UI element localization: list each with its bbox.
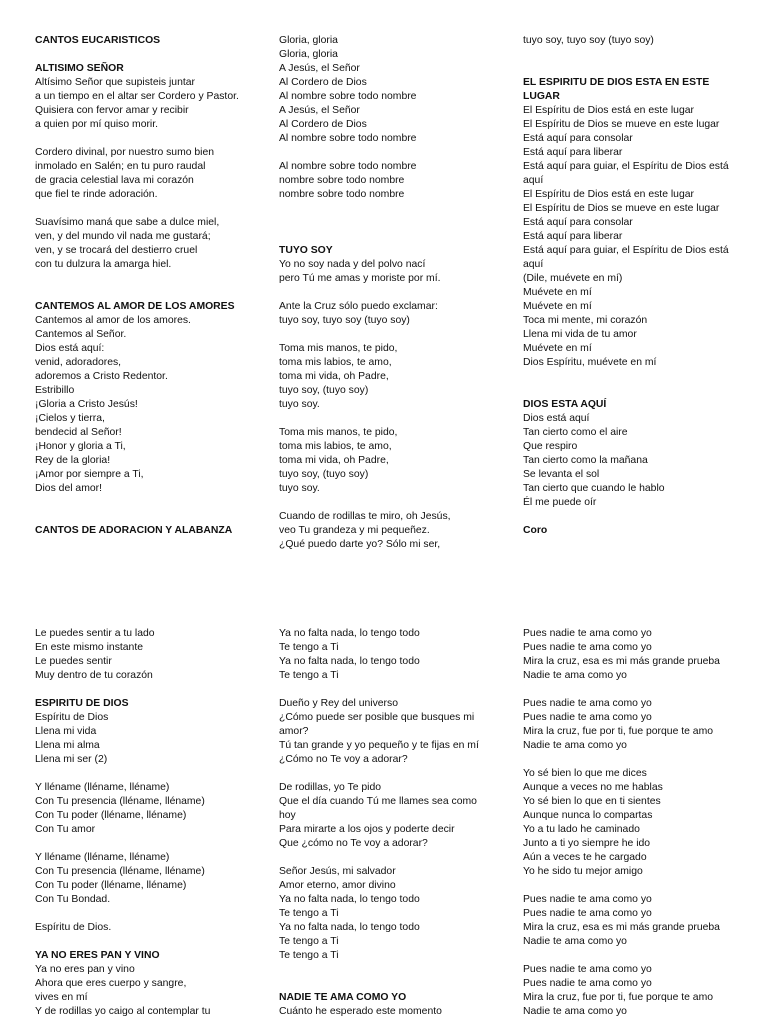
lyric-line: Llena mi vida xyxy=(35,726,97,737)
lyric-line: ven, y se trocará del destierro cruel xyxy=(35,245,198,256)
lyric-line: tuyo soy, (tuyo soy) xyxy=(279,469,369,480)
lyric-line: Pues nadie te ama como yo xyxy=(523,642,652,653)
lyric-line: ven, y del mundo vil nada me gustará; xyxy=(35,231,211,242)
blank-line xyxy=(279,767,494,781)
lyric-line: Está aquí para guiar, el Espíritu de Dios está aquí xyxy=(523,161,729,186)
blank-line xyxy=(279,286,494,300)
lyric-line: El Espíritu de Dios está en este lugar xyxy=(523,105,694,116)
lyric-line: Le puedes sentir a tu lado xyxy=(35,628,155,639)
lyric-line: Yo no soy nada y del polvo nací xyxy=(279,259,426,270)
lyric-line: Aunque nunca lo compartas xyxy=(523,810,653,821)
song-title: Coro xyxy=(523,525,548,536)
lyric-line: Aún a veces te he cargado xyxy=(523,852,647,863)
blank-line xyxy=(35,496,250,510)
lyric-line: Yo he sido tu mejor amigo xyxy=(523,866,643,877)
page-top-column-2 xyxy=(279,34,494,552)
lyric-line: Dios Espíritu, muévete en mí xyxy=(523,357,657,368)
lyric-line: pero Tú me amas y moriste por mí. xyxy=(279,273,441,284)
lyric-line: Pues nadie te ama como yo xyxy=(523,894,652,905)
lyric-line: A Jesús, el Señor xyxy=(279,63,360,74)
lyric-line: Toca mi mente, mi corazón xyxy=(523,315,648,326)
lyric-line: nombre sobre todo nombre xyxy=(279,175,405,186)
lyric-line: Cordero divinal, por nuestro sumo bien xyxy=(35,147,215,158)
lyric-line: Ya no falta nada, lo tengo todo xyxy=(279,922,420,933)
lyric-line: toma mi vida, oh Padre, xyxy=(279,371,389,382)
blank-line xyxy=(279,851,494,865)
lyric-line: Que ¿cómo no Te voy a adorar? xyxy=(279,838,428,849)
lyric-line: Tan cierto que cuando le hablo xyxy=(523,483,665,494)
lyric-line: Señor Jesús, mi salvador xyxy=(279,866,396,877)
lyric-line: El Espíritu de Dios se mueve en este lugar xyxy=(523,203,720,214)
blank-line xyxy=(523,48,743,62)
lyric-line: Al nombre sobre todo nombre xyxy=(279,133,417,144)
lyric-line: Al nombre sobre todo nombre xyxy=(279,91,417,102)
lyric-line: Ya no falta nada, lo tengo todo xyxy=(279,628,420,639)
blank-line xyxy=(279,977,494,991)
lyric-line: De rodillas, yo Te pido xyxy=(279,782,382,793)
blank-line xyxy=(279,683,494,697)
lyric-line: toma mis labios, te amo, xyxy=(279,357,392,368)
lyric-line: Cuando de rodillas te miro, oh Jesús, xyxy=(279,511,451,522)
song-title: EL ESPIRITU DE DIOS ESTA EN ESTE LUGAR xyxy=(523,77,710,102)
blank-line xyxy=(523,949,743,963)
blank-line xyxy=(35,907,250,921)
lyric-line: Muévete en mí xyxy=(523,301,592,312)
lyric-line: Y lléname (lléname, lléname) xyxy=(35,852,170,863)
lyric-line: Nadie te ama como yo xyxy=(523,1006,627,1017)
lyric-line: Quisiera con fervor amar y recibir xyxy=(35,105,189,116)
lyric-line: ¡Cielos y tierra, xyxy=(35,413,105,424)
blank-line xyxy=(523,384,743,398)
lyric-line: Al nombre sobre todo nombre xyxy=(279,161,417,172)
lyric-line: ¿Qué puedo darte yo? Sólo mi ser, xyxy=(279,539,441,550)
lyric-line: toma mis labios, te amo, xyxy=(279,441,392,452)
lyric-line: Altísimo Señor que supisteis juntar xyxy=(35,77,195,88)
lyric-line: Ante la Cruz sólo puedo exclamar: xyxy=(279,301,438,312)
lyric-line: Dios está aquí: xyxy=(35,343,105,354)
lyric-line: Te tengo a Ti xyxy=(279,950,339,961)
lyric-line: El Espíritu de Dios está en este lugar xyxy=(523,189,694,200)
song-title: ESPIRITU DE DIOS xyxy=(35,698,129,709)
lyric-line: Para mirarte a los ojos y poderte decir xyxy=(279,824,455,835)
lyric-line: Mira la cruz, esa es mi más grande prueba xyxy=(523,922,720,933)
lyric-line: toma mi vida, oh Padre, xyxy=(279,455,389,466)
lyric-line: Mira la cruz, fue por ti, fue porque te amo xyxy=(523,726,714,737)
lyric-line: Está aquí para consolar xyxy=(523,133,633,144)
lyric-line: adoremos a Cristo Redentor. xyxy=(35,371,168,382)
lyric-line: Gloria, gloria xyxy=(279,49,338,60)
blank-line xyxy=(35,132,250,146)
lyric-line: Tan cierto como el aire xyxy=(523,427,628,438)
lyric-line: a quien por mí quiso morir. xyxy=(35,119,159,130)
blank-line xyxy=(35,837,250,851)
lyric-line: Espíritu de Dios xyxy=(35,712,109,723)
lyric-line: inmolado en Salén; en tu puro raudal xyxy=(35,161,206,172)
song-title: ALTISIMO SEÑOR xyxy=(35,63,124,74)
blank-line xyxy=(279,202,494,216)
lyric-line: Mira la cruz, fue por ti, fue porque te amo xyxy=(523,992,714,1003)
lyric-line: ¡Honor y gloria a Ti, xyxy=(35,441,126,452)
lyric-line: Con Tu Bondad. xyxy=(35,894,111,905)
page-bottom-column-3 xyxy=(523,627,743,1019)
lyric-line: Llena mi alma xyxy=(35,740,100,751)
lyric-line: Muy dentro de tu corazón xyxy=(35,670,153,681)
lyric-line: Te tengo a Ti xyxy=(279,908,339,919)
blank-line xyxy=(279,963,494,977)
lyric-line: Rey de la gloria! xyxy=(35,455,111,466)
lyric-line: Espíritu de Dios. xyxy=(35,922,112,933)
song-title: CANTEMOS AL AMOR DE LOS AMORES xyxy=(35,301,235,312)
lyric-line: vives en mí xyxy=(35,992,88,1003)
lyric-line: Y lléname (lléname, lléname) xyxy=(35,782,170,793)
lyric-line: tuyo soy. xyxy=(279,483,320,494)
blank-line xyxy=(35,48,250,62)
lyric-line: Mira la cruz, esa es mi más grande prueba xyxy=(523,656,720,667)
blank-line xyxy=(35,935,250,949)
lyric-line: Está aquí para consolar xyxy=(523,217,633,228)
lyric-line: ¿Cómo puede ser posible que busques mi amor? xyxy=(279,712,475,737)
blank-line xyxy=(35,202,250,216)
lyric-line: Ahora que eres cuerpo y sangre, xyxy=(35,978,187,989)
lyric-line: Nadie te ama como yo xyxy=(523,936,627,947)
lyric-line: Se levanta el sol xyxy=(523,469,600,480)
lyric-line: Con Tu poder (lléname, lléname) xyxy=(35,880,187,891)
blank-line xyxy=(279,146,494,160)
lyric-line: nombre sobre todo nombre xyxy=(279,189,405,200)
lyric-line: venid, adoradores, xyxy=(35,357,122,368)
lyric-line: ¿Cómo no Te voy a adorar? xyxy=(279,754,408,765)
lyric-line: Pues nadie te ama como yo xyxy=(523,908,652,919)
lyric-line: En este mismo instante xyxy=(35,642,143,653)
blank-line xyxy=(35,272,250,286)
lyric-line: Él me puede oír xyxy=(523,497,597,508)
lyric-line: Tú tan grande y yo pequeño y te fijas en mí xyxy=(279,740,479,751)
blank-line xyxy=(35,510,250,524)
lyric-line: Tan cierto como la mañana xyxy=(523,455,648,466)
lyric-line: Dios está aquí xyxy=(523,413,590,424)
blank-line xyxy=(523,370,743,384)
lyric-line: Está aquí para guiar, el Espíritu de Dios está aquí xyxy=(523,245,729,270)
blank-line xyxy=(35,767,250,781)
lyric-line: Con Tu poder (lléname, lléname) xyxy=(35,810,187,821)
lyric-line: Yo a tu lado he caminado xyxy=(523,824,640,835)
lyric-line: Ya no falta nada, lo tengo todo xyxy=(279,894,420,905)
lyric-line: Muévete en mí xyxy=(523,343,592,354)
blank-line xyxy=(523,683,743,697)
lyric-line: Pues nadie te ama como yo xyxy=(523,978,652,989)
song-title: DIOS ESTA AQUÍ xyxy=(523,399,607,410)
blank-line xyxy=(279,328,494,342)
lyric-line: Nadie te ama como yo xyxy=(523,670,627,681)
lyric-line: Pues nadie te ama como yo xyxy=(523,712,652,723)
lyric-line: Junto a ti yo siempre he ido xyxy=(523,838,651,849)
lyric-line: Cantemos al Señor. xyxy=(35,329,127,340)
page-bottom-column-2 xyxy=(279,627,494,1019)
lyric-line: Con Tu amor xyxy=(35,824,96,835)
lyric-line: Pues nadie te ama como yo xyxy=(523,698,652,709)
blank-line xyxy=(35,683,250,697)
blank-line xyxy=(35,286,250,300)
lyric-line: Llena mi vida de tu amor xyxy=(523,329,637,340)
lyric-line: Al Cordero de Dios xyxy=(279,77,367,88)
page-bottom-column-1 xyxy=(35,627,250,1019)
lyric-line: Yo sé bien lo que en ti sientes xyxy=(523,796,661,807)
lyric-line: Pues nadie te ama como yo xyxy=(523,964,652,975)
page-top-column-1 xyxy=(35,34,250,538)
blank-line xyxy=(279,496,494,510)
song-title: NADIE TE AMA COMO YO xyxy=(279,992,407,1003)
lyric-line: Al Cordero de Dios xyxy=(279,119,367,130)
lyric-line: (Dile, muévete en mí) xyxy=(523,273,623,284)
lyric-line: Nadie te ama como yo xyxy=(523,740,627,751)
lyric-line: Toma mis manos, te pido, xyxy=(279,427,398,438)
lyric-line: Llena mi ser (2) xyxy=(35,754,108,765)
lyric-line: Pues nadie te ama como yo xyxy=(523,628,652,639)
lyric-line: Dios del amor! xyxy=(35,483,102,494)
lyric-line: Te tengo a Ti xyxy=(279,936,339,947)
song-title: YA NO ERES PAN Y VINO xyxy=(35,950,160,961)
page-top-column-3 xyxy=(523,34,743,538)
blank-line xyxy=(523,510,743,524)
lyric-line: Cantemos al amor de los amores. xyxy=(35,315,191,326)
lyric-line: veo Tu grandeza y mi pequeñez. xyxy=(279,525,430,536)
lyric-line: tuyo soy. xyxy=(279,399,320,410)
lyric-line: Dueño y Rey del universo xyxy=(279,698,398,709)
lyric-line: Que respiro xyxy=(523,441,578,452)
lyric-line: Ya no eres pan y vino xyxy=(35,964,135,975)
lyric-line: Toma mis manos, te pido, xyxy=(279,343,398,354)
lyric-line: de gracia celestial lava mi corazón xyxy=(35,175,194,186)
lyric-line: El Espíritu de Dios se mueve en este lugar xyxy=(523,119,720,130)
lyric-line: que fiel te rinde adoración. xyxy=(35,189,158,200)
lyric-line: Y de rodillas yo caigo al contemplar tu xyxy=(35,1006,211,1017)
lyric-line: Está aquí para liberar xyxy=(523,231,623,242)
blank-line xyxy=(279,216,494,230)
song-title: CANTOS EUCARISTICOS xyxy=(35,35,161,46)
lyric-line: Muévete en mí xyxy=(523,287,592,298)
lyric-line: Gloria, gloria xyxy=(279,35,338,46)
lyric-line: Yo sé bien lo que me dices xyxy=(523,768,647,779)
lyric-line: a un tiempo en el altar ser Cordero y Pastor. xyxy=(35,91,239,102)
lyric-line: tuyo soy, tuyo soy (tuyo soy) xyxy=(279,315,410,326)
lyric-line: tuyo soy, tuyo soy (tuyo soy) xyxy=(523,35,654,46)
lyric-line: bendecid al Señor! xyxy=(35,427,122,438)
lyric-line: Cuánto he esperado este momento xyxy=(279,1006,442,1017)
blank-line xyxy=(279,412,494,426)
lyric-line: Está aquí para liberar xyxy=(523,147,623,158)
blank-line xyxy=(523,62,743,76)
lyric-line: Le puedes sentir xyxy=(35,656,112,667)
lyric-line: Con Tu presencia (lléname, lléname) xyxy=(35,796,205,807)
lyric-line: Amor eterno, amor divino xyxy=(279,880,396,891)
lyric-line: Suavísimo maná que sabe a dulce miel, xyxy=(35,217,220,228)
lyric-line: ¡Amor por siempre a Ti, xyxy=(35,469,144,480)
song-title: CANTOS DE ADORACION Y ALABANZA xyxy=(35,525,233,536)
song-title: TUYO SOY xyxy=(279,245,333,256)
lyric-line: Te tengo a Ti xyxy=(279,642,339,653)
blank-line xyxy=(523,879,743,893)
blank-line xyxy=(279,230,494,244)
lyric-line: Que el día cuando Tú me llames sea como hoy xyxy=(279,796,477,821)
lyric-line: Ya no falta nada, lo tengo todo xyxy=(279,656,420,667)
lyric-line: tuyo soy, (tuyo soy) xyxy=(279,385,369,396)
lyric-line: Estribillo xyxy=(35,385,75,396)
lyric-line: Te tengo a Ti xyxy=(279,670,339,681)
lyric-line: Aunque a veces no me hablas xyxy=(523,782,663,793)
lyric-line: con tu dulzura la amarga hiel. xyxy=(35,259,172,270)
lyric-line: Con Tu presencia (lléname, lléname) xyxy=(35,866,205,877)
lyric-line: A Jesús, el Señor xyxy=(279,105,360,116)
lyric-line: ¡Gloria a Cristo Jesús! xyxy=(35,399,138,410)
blank-line xyxy=(523,753,743,767)
